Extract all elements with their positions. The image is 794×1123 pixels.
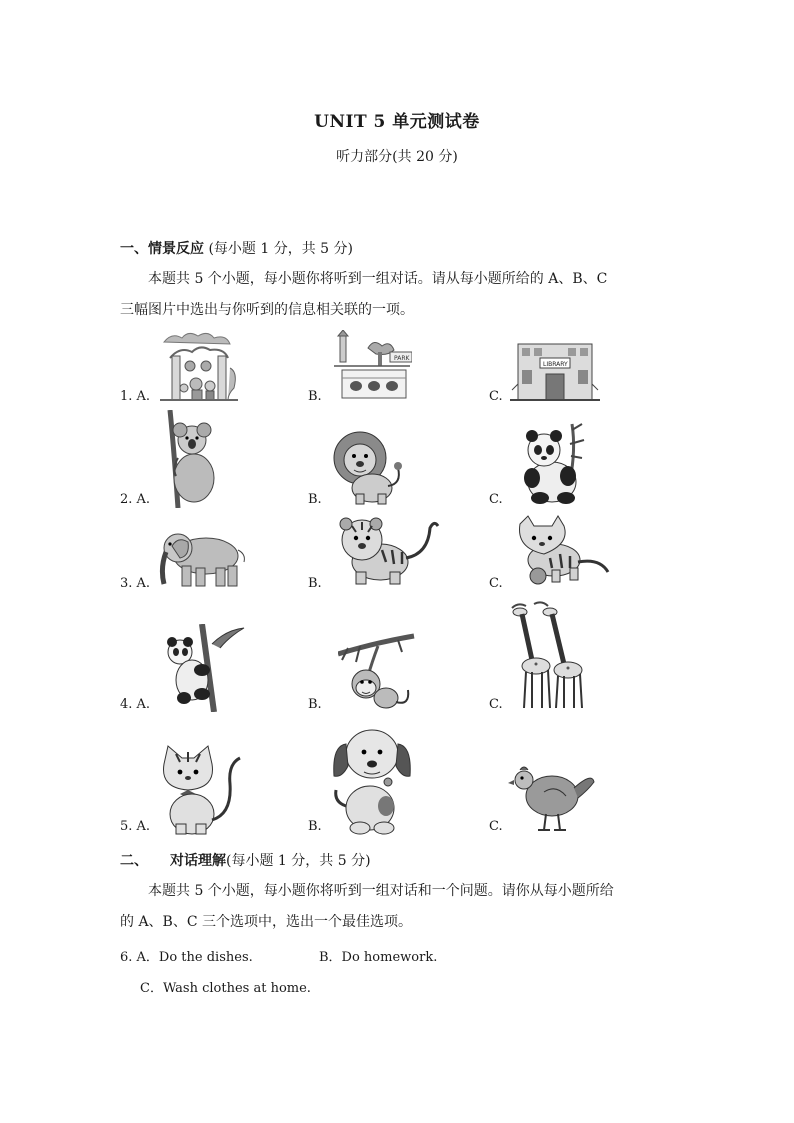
panda-bamboo-image bbox=[160, 624, 246, 712]
library-sign-text: LIBRARY bbox=[543, 361, 568, 368]
park-image bbox=[332, 330, 412, 402]
elephant-image bbox=[158, 528, 250, 590]
section2-instruction bbox=[120, 876, 680, 938]
q3-label-a: 3. A. bbox=[120, 576, 151, 591]
section1-note: (每小题 1 分，共 5 分) bbox=[204, 241, 353, 257]
park-sign-text: PARK bbox=[394, 355, 410, 362]
section1-instruction-line2: 三幅图片中选出与你听到的信息相关联的一项。 bbox=[120, 302, 414, 318]
section1-title: 情景反应 bbox=[148, 241, 204, 257]
section2-heading bbox=[120, 850, 371, 870]
section2-number: 二、 bbox=[120, 853, 148, 869]
q1-label-b: B. bbox=[308, 389, 322, 404]
q2-label-a: 2. A. bbox=[120, 492, 151, 507]
q4-label-a: 4. A. bbox=[120, 697, 151, 712]
section1-number: 一、 bbox=[120, 241, 148, 257]
q5-label-a: 5. A. bbox=[120, 819, 151, 834]
q1-label-c: C. bbox=[489, 389, 503, 404]
lion-image bbox=[332, 428, 408, 506]
tiger-image bbox=[332, 514, 444, 586]
q5-label-c: C. bbox=[489, 819, 503, 834]
library-image bbox=[510, 340, 600, 404]
zoo-gate-image bbox=[158, 328, 240, 404]
section2-note: (每小题 1 分，共 5 分) bbox=[226, 853, 371, 869]
q2-label-c: C. bbox=[489, 492, 503, 507]
hen-image bbox=[508, 762, 596, 834]
panda-image bbox=[510, 420, 590, 506]
koala-image bbox=[160, 410, 218, 508]
q4-label-c: C. bbox=[489, 697, 503, 712]
q3-label-b: B. bbox=[308, 576, 322, 591]
q4-label-b: B. bbox=[308, 697, 322, 712]
dog-image bbox=[330, 726, 414, 836]
section2-instruction-line1: 本题共 5 个小题，每小题你将听到一组对话和一个问题。请你从每小题所给 bbox=[148, 883, 614, 899]
section1-heading bbox=[120, 238, 353, 258]
giraffes-image bbox=[508, 600, 592, 712]
section2-title: 对话理解 bbox=[170, 853, 226, 869]
q3-label-c: C. bbox=[489, 576, 503, 591]
cat-image bbox=[158, 744, 244, 836]
q6-option-c: C．Wash clothes at home. bbox=[140, 981, 311, 996]
section2-instruction-line2: 的 A、B、C 三个选项中，选出一个最佳选项。 bbox=[120, 914, 413, 930]
q5-label-b: B. bbox=[308, 819, 322, 834]
tiger-cat-image bbox=[510, 514, 614, 586]
q6-option-b: B．Do homework. bbox=[319, 950, 438, 965]
q2-label-b: B. bbox=[308, 492, 322, 507]
section1-instruction-line1: 本题共 5 个小题，每小题你将听到一组对话。请从每小题所给的 A、B、C bbox=[148, 271, 608, 287]
page-subtitle: 听力部分(共 20 分) bbox=[336, 149, 458, 165]
page-title: UNIT 5 单元测试卷 bbox=[314, 112, 480, 132]
q6-option-a: 6. A．Do the dishes. bbox=[120, 950, 253, 965]
monkey-image bbox=[338, 632, 416, 712]
section1-instruction bbox=[120, 264, 680, 326]
q1-label-a: 1. A. bbox=[120, 389, 151, 404]
